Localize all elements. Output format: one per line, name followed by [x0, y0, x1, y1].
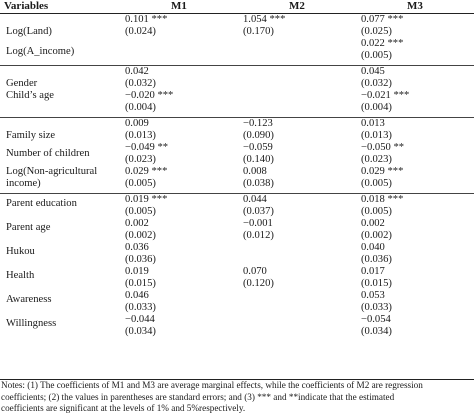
coef-m3: 0.018 ***	[361, 194, 404, 205]
se-m3: (0.033)	[361, 302, 392, 313]
se-m3: (0.005)	[361, 178, 392, 189]
coef-m1: −0.020 ***	[125, 90, 174, 101]
coef-m3: 0.040	[361, 242, 385, 253]
se-m1: (0.005)	[125, 178, 156, 189]
row-label: Health	[6, 270, 35, 281]
row-label: Parent education	[0, 194, 120, 219]
table-row	[0, 194, 474, 219]
se-m3: (0.025)	[361, 26, 392, 37]
row-label: Awareness	[6, 294, 52, 305]
se-m1: (0.034)	[125, 326, 156, 337]
se-m1: (0.023)	[125, 154, 156, 165]
row-label: Number of children	[6, 148, 90, 159]
table-row	[0, 166, 474, 190]
coef-m2: −0.123	[243, 118, 273, 129]
table-row	[0, 314, 474, 338]
coef-m3: 0.029 ***	[361, 166, 404, 177]
coef-m1: 0.002	[125, 218, 149, 229]
se-m1: (0.036)	[125, 254, 156, 265]
table-row	[0, 266, 474, 290]
se-m2: (0.140)	[243, 154, 274, 165]
se-m3: (0.023)	[361, 154, 392, 165]
coef-m2: 0.070	[243, 266, 267, 277]
se-m3: (0.004)	[361, 102, 392, 113]
coef-m3: 0.013	[361, 118, 385, 129]
se-m2: (0.038)	[243, 178, 274, 189]
coef-m3: 0.045	[361, 66, 385, 77]
notes-line: Notes: (1) The coefficients of M1 and M3 are average marginal effects, while the coefficients of M2 are regression	[1, 380, 423, 390]
coef-m1: 0.019 ***	[125, 194, 168, 205]
coef-m1: 0.101 ***	[125, 14, 168, 25]
coef-m2: −0.059	[243, 142, 273, 153]
table-row	[0, 90, 474, 114]
coef-m1: −0.044	[125, 314, 155, 325]
table-header-row	[0, 0, 474, 14]
row-label: income)	[6, 178, 41, 189]
header-m3: M3	[356, 0, 474, 14]
table-row	[0, 14, 474, 39]
coef-m2: 0.044	[243, 194, 267, 205]
se-m2: (0.120)	[243, 278, 274, 289]
se-m2: (0.037)	[243, 206, 274, 217]
se-m3: (0.013)	[361, 130, 392, 141]
se-m3: (0.005)	[361, 50, 392, 61]
se-m1: (0.015)	[125, 278, 156, 289]
coef-m1: 0.009	[125, 118, 149, 129]
coef-m1: −0.049 **	[125, 142, 169, 153]
coef-m3: 0.077 ***	[361, 14, 404, 25]
row-label: Parent age	[6, 222, 51, 233]
table-row	[0, 66, 474, 91]
header-variables: Variables	[0, 0, 120, 14]
se-m3: (0.005)	[361, 206, 392, 217]
table-row	[0, 290, 474, 314]
se-m1: (0.005)	[125, 206, 156, 217]
row-label: Log(Non-agricultural	[6, 166, 98, 177]
row-label: Child’s age	[6, 90, 54, 101]
table-row	[0, 218, 474, 242]
se-m1: (0.032)	[125, 78, 156, 89]
row-label: Family size	[0, 118, 120, 143]
row-label: Log(Land)	[6, 26, 52, 37]
row-label: Log(A_income)	[6, 46, 75, 57]
table-row	[0, 118, 474, 143]
row-label: Willingness	[6, 318, 57, 329]
coef-m3: 0.002	[361, 218, 385, 229]
se-m1: (0.024)	[125, 26, 156, 37]
se-m3: (0.036)	[361, 254, 392, 265]
table-row	[0, 142, 474, 166]
se-m2: (0.170)	[243, 26, 274, 37]
coef-m3: −0.054	[361, 314, 391, 325]
coef-m3: 0.022 ***	[361, 38, 404, 49]
se-m3: (0.002)	[361, 230, 392, 241]
se-m1: (0.002)	[125, 230, 156, 241]
se-m2: (0.012)	[243, 230, 274, 241]
coef-m1: 0.019	[125, 266, 149, 277]
table-row	[0, 242, 474, 266]
coef-m3: 0.053	[361, 290, 385, 301]
se-m3: (0.034)	[361, 326, 392, 337]
row-label: Gender	[0, 66, 120, 91]
se-m1: (0.033)	[125, 302, 156, 313]
header-m1: M1	[120, 0, 238, 14]
header-m2: M2	[238, 0, 356, 14]
se-m1: (0.004)	[125, 102, 156, 113]
row-label: Hukou	[6, 246, 35, 257]
se-m2: (0.090)	[243, 130, 274, 141]
coef-m1: 0.046	[125, 290, 149, 301]
se-m1: (0.013)	[125, 130, 156, 141]
table-row	[0, 38, 474, 62]
coef-m3: 0.017	[361, 266, 385, 277]
coef-m2: −0.001	[243, 218, 273, 229]
notes-line: coefficients; (2) the values in parentheses are standard errors; and (3) *** and **indicate that the estimated	[1, 391, 395, 402]
coef-m2: 1.054 ***	[243, 14, 286, 25]
coef-m3: −0.021 ***	[361, 90, 410, 101]
se-m3: (0.032)	[361, 78, 392, 89]
coef-m1: 0.029 ***	[125, 166, 168, 177]
coef-m2: 0.008	[243, 166, 267, 177]
notes-line: coefficients are significant at the levels of 1% and 5%respectively.	[1, 403, 246, 413]
coef-m1: 0.042	[125, 66, 149, 77]
se-m3: (0.015)	[361, 278, 392, 289]
coef-m3: −0.050 **	[361, 142, 405, 153]
coef-m1: 0.036	[125, 242, 149, 253]
table-notes	[0, 379, 474, 415]
